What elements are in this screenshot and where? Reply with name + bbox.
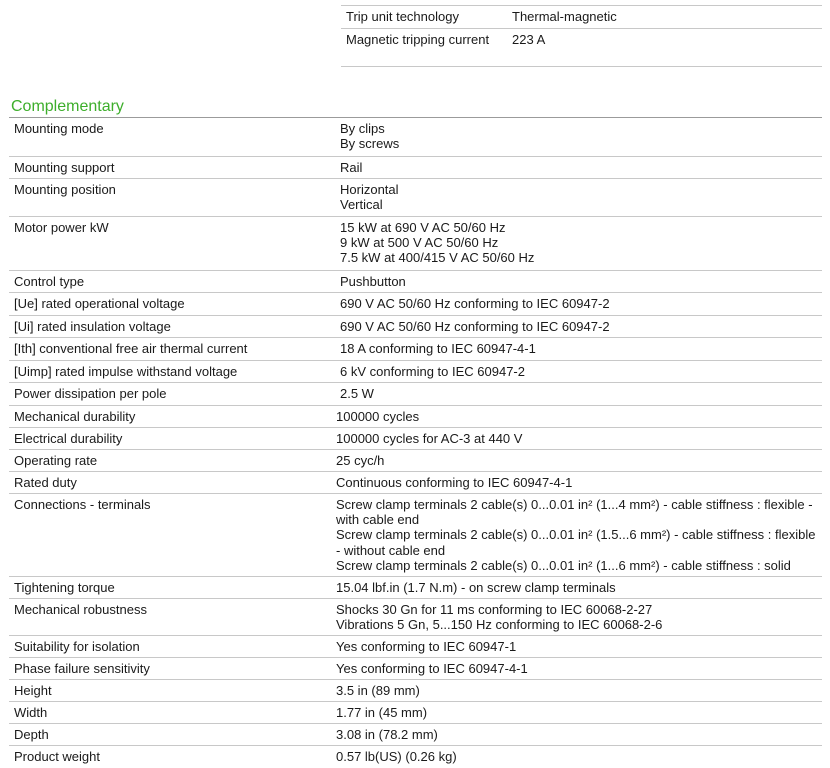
spec-value-line: Pushbutton (340, 274, 406, 289)
spec-row-product-weight (9, 746, 822, 768)
spec-value (340, 296, 818, 311)
spec-label: Trip unit technology (346, 9, 459, 24)
spec-value-line: Vibrations 5 Gn, 5...150 Hz conforming to IEC 60068-2-6 (336, 617, 663, 633)
spec-label: [Ith] conventional free air thermal current (14, 341, 248, 356)
spec-value-line: 18 A conforming to IEC 60947-4-1 (340, 341, 536, 356)
spec-row-suitability-for-isolation (9, 636, 822, 658)
spec-label: Mechanical robustness (14, 602, 147, 617)
spec-label: Suitability for isolation (14, 639, 140, 654)
spec-row-mounting-position (9, 179, 822, 217)
spec-row-ui-rated-insulation-voltage (9, 316, 822, 338)
spec-value-line: 9 kW at 500 V AC 50/60 Hz (340, 235, 499, 251)
spec-label: [Ui] rated insulation voltage (14, 319, 171, 334)
spec-value (336, 727, 818, 742)
spec-label: Mounting position (14, 182, 116, 197)
spec-row-rated-duty (9, 472, 822, 494)
spec-row-depth (9, 724, 822, 746)
spec-value-line: By clips (340, 121, 385, 136)
spec-label: Product weight (14, 749, 100, 764)
spec-value: 223 A (512, 32, 546, 47)
spec-value (336, 475, 818, 490)
spec-value (336, 602, 818, 632)
spec-value (340, 182, 818, 212)
spec-value-line: Shocks 30 Gn for 11 ms conforming to IEC 60068-2-27 (336, 602, 653, 617)
spec-value-line: 25 cyc/h (336, 453, 385, 468)
spec-row-electrical-durability (9, 428, 822, 450)
spec-value (336, 683, 818, 698)
spec-row-connections-terminals (9, 494, 822, 577)
spec-value-line: 100000 cycles for AC-3 at 440 V (336, 431, 523, 446)
spec-value (336, 453, 818, 468)
spec-row-mechanical-durability (9, 406, 822, 428)
spec-label: Height (14, 683, 52, 698)
spec-value (336, 497, 818, 573)
spec-label: Control type (14, 274, 85, 289)
spec-row-ue-rated-operational-voltage (9, 293, 822, 316)
spec-row-height (9, 680, 822, 702)
spec-value-line: 6 kV conforming to IEC 60947-2 (340, 364, 525, 379)
spec-row-control-type (9, 271, 822, 293)
spec-value (340, 160, 818, 175)
spec-value-line: 2.5 W (340, 386, 374, 401)
spec-label: Tightening torque (14, 580, 115, 595)
spec-label: Mounting mode (14, 121, 104, 136)
spec-value (340, 220, 818, 266)
spec-value-line: Screw clamp terminals 2 cable(s) 0...0.01 in² (1...4 mm²) - cable stiffness : flexible - with cable end (336, 497, 813, 528)
spec-value-line: Horizontal (340, 182, 399, 197)
spec-label: Mounting support (14, 160, 115, 175)
spec-value (336, 749, 818, 764)
spec-value-line: 100000 cycles (336, 409, 420, 424)
spec-value (336, 580, 818, 595)
spec-row-width (9, 702, 822, 724)
spec-value (336, 661, 818, 676)
spec-row-mounting-support (9, 157, 822, 179)
spec-label: Rated duty (14, 475, 77, 490)
spec-value (340, 274, 818, 289)
spec-label: Phase failure sensitivity (14, 661, 150, 676)
spec-label: [Uimp] rated impulse withstand voltage (14, 364, 238, 379)
spec-value-line: Yes conforming to IEC 60947-4-1 (336, 661, 528, 676)
spec-value-line: 690 V AC 50/60 Hz conforming to IEC 60947-2 (340, 296, 610, 311)
section-title-complementary: Complementary (11, 98, 124, 115)
spec-value-line: Vertical (340, 197, 383, 213)
spec-row-magnetic-tripping-current (341, 29, 822, 67)
spec-row-mounting-mode (9, 118, 822, 157)
complementary-spec-table (9, 117, 822, 768)
spec-value-line: 3.5 in (89 mm) (336, 683, 420, 698)
spec-label: [Ue] rated operational voltage (14, 296, 185, 311)
spec-value-line: 0.57 lb(US) (0.26 kg) (336, 749, 457, 764)
spec-row-tightening-torque (9, 577, 822, 599)
spec-label: Magnetic tripping current (346, 32, 490, 47)
spec-label: Operating rate (14, 453, 98, 468)
spec-value-line: By screws (340, 136, 400, 152)
spec-label: Motor power kW (14, 220, 109, 235)
spec-row-phase-failure-sensitivity (9, 658, 822, 680)
top-spec-table (341, 5, 822, 67)
spec-value (336, 409, 818, 424)
spec-value (336, 705, 818, 720)
spec-value-line: 15.04 lbf.in (1.7 N.m) - on screw clamp terminals (336, 580, 616, 595)
spec-row-mechanical-robustness (9, 599, 822, 636)
spec-value-line: 3.08 in (78.2 mm) (336, 727, 438, 742)
spec-label: Width (14, 705, 48, 720)
spec-value (340, 386, 818, 401)
spec-row-motor-power-kw (9, 217, 822, 271)
spec-label: Connections - terminals (14, 497, 151, 512)
spec-value-line: Continuous conforming to IEC 60947-4-1 (336, 475, 573, 490)
spec-value (340, 364, 818, 379)
spec-value (340, 319, 818, 334)
spec-value (336, 639, 818, 654)
spec-value (340, 121, 818, 151)
spec-value: Thermal-magnetic (512, 9, 617, 24)
spec-value-line: Yes conforming to IEC 60947-1 (336, 639, 517, 654)
spec-label: Depth (14, 727, 49, 742)
spec-value-line: Screw clamp terminals 2 cable(s) 0...0.01 in² (1...6 mm²) - cable stiffness : solid (336, 557, 791, 573)
spec-value (336, 431, 818, 446)
spec-value-line: 690 V AC 50/60 Hz conforming to IEC 60947-2 (340, 319, 610, 334)
spec-row-operating-rate (9, 450, 822, 472)
spec-value-line: 7.5 kW at 400/415 V AC 50/60 Hz (340, 250, 535, 266)
spec-value-line: Rail (340, 160, 363, 175)
spec-row-ith-conventional-free-air-thermal-current (9, 338, 822, 361)
spec-row-power-dissipation-per-pole (9, 383, 822, 406)
spec-row-uimp-rated-impulse-withstand-voltage (9, 361, 822, 383)
spec-label: Power dissipation per pole (14, 386, 167, 401)
spec-value-line: 15 kW at 690 V AC 50/60 Hz (340, 220, 506, 235)
spec-row-trip-unit-technology (341, 6, 822, 29)
spec-label: Electrical durability (14, 431, 123, 446)
spec-value-line: 1.77 in (45 mm) (336, 705, 428, 720)
spec-value (340, 341, 818, 356)
spec-label: Mechanical durability (14, 409, 136, 424)
spec-value-line: Screw clamp terminals 2 cable(s) 0...0.01 in² (1.5...6 mm²) - cable stiffness : flexible - without cable end (336, 527, 816, 558)
